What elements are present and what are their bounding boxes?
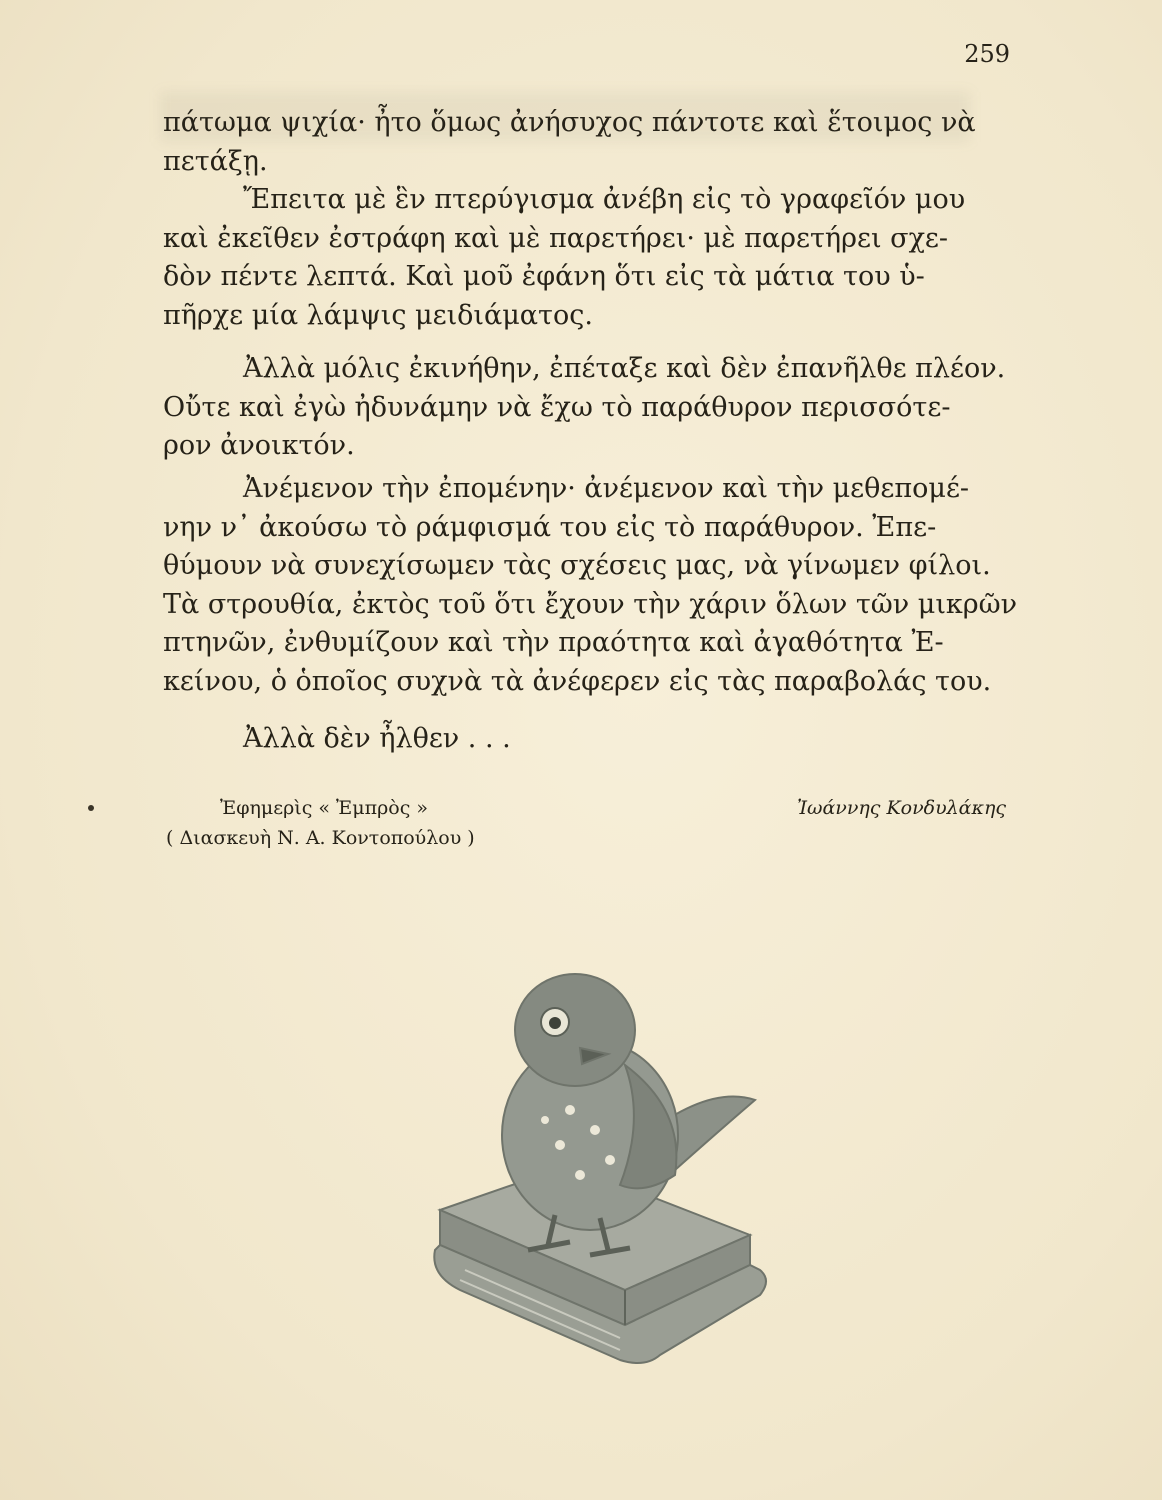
text-line: νην ν᾽ ἀκούσω τὸ ράμφισμά του εἰς τὸ παράθυρον. Ἐπε- — [163, 511, 937, 543]
author-name: Ἰωάννης Κονδυλάκης — [797, 797, 1006, 819]
text-line: καὶ ἐκεῖθεν ἐστράφη καὶ μὲ παρετήρει· μὲ παρετήρει σχε- — [163, 222, 949, 254]
newspaper-source: Ἐφημερὶς « Ἐμπρὸς » — [220, 797, 429, 819]
text-line: πτηνῶν, ἐνθυμίζουν καὶ τὴν πραότητα καὶ ἀγαθότητα Ἐ- — [163, 627, 944, 658]
text-line: Ἀλλὰ μόλις ἐκινήθην, ἐπέταξε καὶ δὲν ἐπανῆλθε πλέον. — [243, 353, 1006, 384]
sparrow-on-book-illustration — [420, 960, 780, 1380]
text-line: θύμουν νὰ συνεχίσωμεν τὰς σχέσεις μας, νὰ γίνωμεν φίλοι. — [163, 550, 991, 581]
paragraph — [163, 181, 1013, 335]
text-line: πῆρχε μία λάμψις μειδιάματος. — [163, 299, 593, 331]
page-number: 259 — [964, 40, 1010, 68]
paragraph — [163, 720, 1013, 759]
source-credit — [166, 793, 475, 853]
text-line: Ἀνέμενον τὴν ἐπομένην· ἀνέμενον καὶ τὴν μεθεπομέ- — [243, 473, 970, 504]
paragraph — [163, 350, 1013, 466]
ink-dot — [88, 805, 94, 811]
text-line: πάτωμα ψιχία· ἦτο ὅμως ἀνήσυχος πάντοτε καὶ ἕτοιμος νὰ — [163, 107, 976, 138]
text-line: Ἔπειτα μὲ ἓν πτερύγισμα ἀνέβη εἰς τὸ γραφεῖόν μου — [243, 184, 966, 215]
paragraph — [163, 470, 1018, 701]
paragraph — [163, 104, 1013, 181]
adaptation-credit: ( Διασκευὴ Ν. Α. Κοντοπούλου ) — [166, 827, 475, 849]
text-line: κείνου, ὁ ὁποῖος συχνὰ τὰ ἀνέφερεν εἰς τὰς παραβολάς του. — [163, 665, 992, 697]
text-line: Τὰ στρουθία, ἐκτὸς τοῦ ὅτι ἔχουν τὴν χάριν ὅλων τῶν μικρῶν — [163, 588, 1018, 620]
text-line: ρον ἀνοικτόν. — [163, 430, 355, 461]
text-line: Ἀλλὰ δὲν ἦλθεν . . . — [243, 723, 511, 754]
text-line: δὸν πέντε λεπτά. Καὶ μοῦ ἐφάνη ὅτι εἰς τὰ μάτια του ὑ- — [163, 261, 925, 292]
text-line: Οὔτε καὶ ἐγὼ ἠδυνάμην νὰ ἔχω τὸ παράθυρον περισσότε- — [163, 391, 951, 423]
text-line: πετάξῃ. — [163, 145, 268, 177]
